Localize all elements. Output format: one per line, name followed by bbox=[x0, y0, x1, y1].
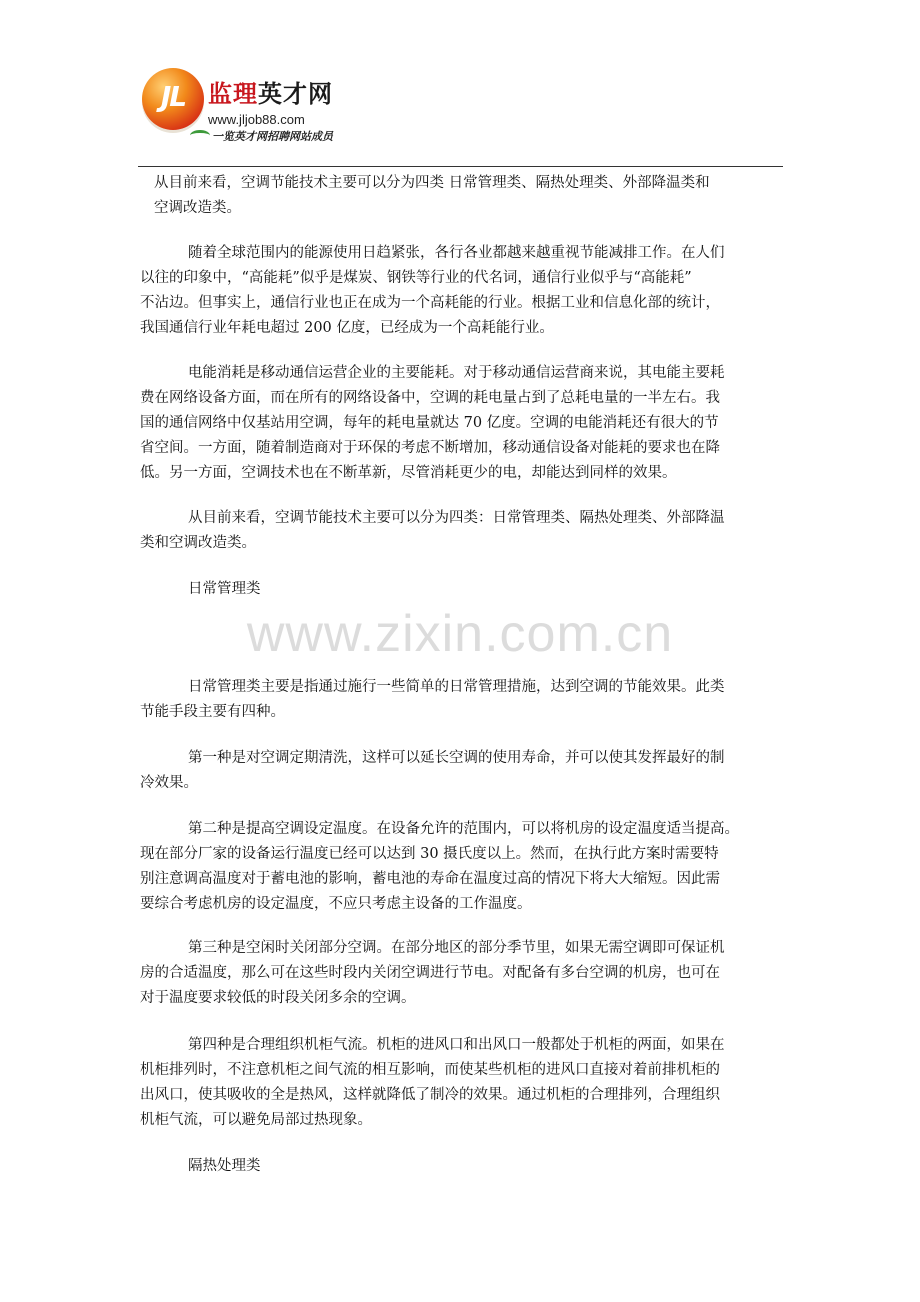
paragraph-line: 房的合适温度，那么可在这些时段内关闭空调进行节电。对配备有多台空调的机房，也可在 bbox=[140, 965, 720, 981]
paragraph-line: 类和空调改造类。 bbox=[140, 535, 256, 551]
paragraph-line: 第三种是空闲时关闭部分空调。在部分地区的部分季节里，如果无需空调即可保证机 bbox=[188, 940, 725, 956]
paragraph-line: 电能消耗是移动通信运营企业的主要能耗。对于移动通信运营商来说，其电能主要耗 bbox=[188, 365, 725, 381]
logo-monogram: JL bbox=[160, 80, 186, 113]
watermark: www.zixin.com.cn bbox=[246, 605, 674, 663]
paragraph-line: 从目前来看，空调节能技术主要可以分为四类 日常管理类、隔热处理类、外部降温类和 bbox=[154, 175, 710, 191]
section-heading bbox=[140, 1154, 792, 1179]
paragraph-line: 不沾边。但事实上，通信行业也正在成为一个高耗能的行业。根据工业和信息化部的统计， bbox=[140, 295, 720, 311]
paragraph bbox=[154, 171, 806, 221]
paragraph-line: 出风口，使其吸收的全是热风，这样就降低了制冷的效果。通过机柜的合理排列，合理组织 bbox=[140, 1087, 720, 1103]
logo-site-name bbox=[208, 80, 333, 108]
paragraph-line: 国的通信网络中仅基站用空调，每年的耗电量就达 70 亿度。空调的电能消耗还有很大的节 bbox=[140, 415, 719, 431]
paragraph-line: 机柜排列时，不注意机柜之间气流的相互影响，而使某些机柜的进风口直接对着前排机柜的 bbox=[140, 1062, 720, 1078]
paragraph-line: 我国通信行业年耗电超过 200 亿度，已经成为一个高耗能行业。 bbox=[140, 320, 554, 336]
paragraph-line: 第四种是合理组织机柜气流。机柜的进风口和出风口一般都处于机柜的两面，如果在 bbox=[188, 1037, 725, 1053]
paragraph-line: 费在网络设备方面，而在所有的网络设备中，空调的耗电量占到了总耗电量的一半左右。我 bbox=[140, 390, 720, 406]
section-heading-text: 日常管理类 bbox=[188, 581, 261, 597]
paragraph bbox=[140, 675, 792, 725]
paragraph-line: 节能手段主要有四种。 bbox=[140, 704, 285, 720]
header-divider bbox=[138, 166, 783, 167]
paragraph-line: 冷效果。 bbox=[140, 775, 198, 791]
section-heading bbox=[140, 577, 792, 602]
swoosh-icon bbox=[190, 130, 210, 141]
paragraph bbox=[140, 746, 792, 796]
paragraph bbox=[140, 361, 792, 486]
logo-name-primary: 监理 bbox=[208, 80, 258, 108]
paragraph-line: 随着全球范围内的能源使用日趋紧张，各行各业都越来越重视节能减排工作。在人们 bbox=[188, 245, 725, 261]
site-logo bbox=[138, 64, 398, 152]
logo-slogan: 一览英才网招聘网站成员 bbox=[212, 130, 333, 143]
paragraph bbox=[140, 1033, 792, 1133]
paragraph-line: 别注意调高温度对于蓄电池的影响，蓄电池的寿命在温度过高的情况下将大大缩短。因此需 bbox=[140, 871, 720, 887]
paragraph bbox=[140, 817, 792, 917]
logo-name-secondary: 英才网 bbox=[258, 80, 333, 108]
paragraph-line: 现在部分厂家的设备运行温度已经可以达到 30 摄氏度以上。然而，在执行此方案时需要特 bbox=[140, 846, 719, 862]
paragraph-line: 第一种是对空调定期清洗，这样可以延长空调的使用寿命，并可以使其发挥最好的制 bbox=[188, 750, 725, 766]
logo-url: www.jljob88.com bbox=[208, 112, 305, 127]
paragraph-line: 空调改造类。 bbox=[154, 200, 241, 216]
paragraph-line: 第二种是提高空调设定温度。在设备允许的范围内，可以将机房的设定温度适当提高。 bbox=[188, 821, 739, 837]
paragraph-line: 要综合考虑机房的设定温度，不应只考虑主设备的工作温度。 bbox=[140, 896, 532, 912]
logo-emblem-icon bbox=[142, 68, 204, 130]
paragraph-line: 从目前来看，空调节能技术主要可以分为四类：日常管理类、隔热处理类、外部降温 bbox=[188, 510, 725, 526]
paragraph bbox=[140, 936, 792, 1011]
paragraph-line: 省空间。一方面，随着制造商对于环保的考虑不断增加，移动通信设备对能耗的要求也在降 bbox=[140, 440, 720, 456]
paragraph-line: 机柜气流，可以避免局部过热现象。 bbox=[140, 1112, 372, 1128]
paragraph bbox=[140, 241, 792, 341]
paragraph bbox=[140, 506, 792, 556]
paragraph-line: 低。另一方面，空调技术也在不断革新，尽管消耗更少的电，却能达到同样的效果。 bbox=[140, 465, 677, 481]
paragraph-line: 对于温度要求较低的时段关闭多余的空调。 bbox=[140, 990, 416, 1006]
paragraph-line: 以往的印象中，“高能耗”似乎是煤炭、钢铁等行业的代名词，通信行业似乎与“高能耗” bbox=[140, 270, 692, 286]
paragraph-line: 日常管理类主要是指通过施行一些简单的日常管理措施，达到空调的节能效果。此类 bbox=[188, 679, 725, 695]
section-heading-text: 隔热处理类 bbox=[188, 1158, 261, 1174]
